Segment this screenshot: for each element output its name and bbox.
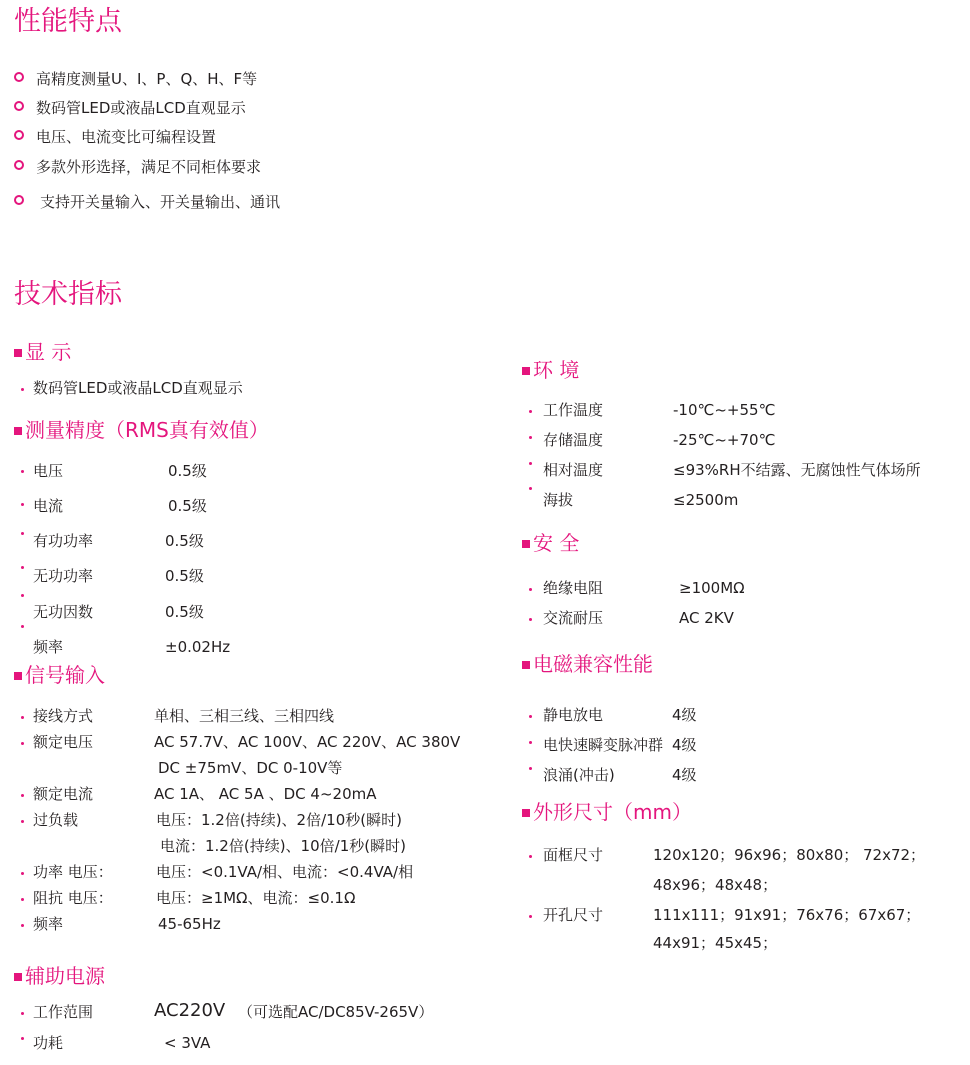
dot-bullet-icon [529, 915, 532, 918]
safety-label: 交流耐压 [543, 609, 604, 627]
dot-bullet-icon [21, 898, 24, 901]
dot-bullet-icon [21, 794, 24, 797]
signal-value: AC 57.7V、AC 100V、AC 220V、AC 380V [154, 733, 461, 751]
dot-bullet-icon [529, 715, 532, 718]
ring-bullet-icon [14, 130, 24, 140]
emc-heading: 电磁兼容性能 [522, 654, 653, 674]
signal-value: 电压：<0.1VA/相、电流：<0.4VA/相 [156, 863, 414, 881]
dimensions-value: 120x120；96x96；80x80； 72x72； [653, 846, 926, 864]
dot-bullet-icon [21, 388, 24, 391]
dot-bullet-icon [529, 436, 532, 439]
safety-value: AC 2KV [679, 609, 734, 627]
environment-value: ≤2500m [673, 491, 739, 509]
environment-label: 工作温度 [543, 401, 604, 419]
ring-bullet-icon [14, 160, 24, 170]
emc-label: 静电放电 [543, 706, 604, 724]
accuracy-label: 电压 [33, 462, 64, 480]
feature-item: 多款外形选择，满足不同柜体要求 [14, 160, 261, 175]
dot-bullet-icon [21, 566, 24, 569]
square-bullet-icon [522, 367, 530, 375]
dot-bullet-icon [21, 872, 24, 875]
dot-bullet-icon [529, 618, 532, 621]
dot-bullet-icon [21, 503, 24, 506]
dot-bullet-icon [529, 588, 532, 591]
dot-bullet-icon [21, 1037, 24, 1040]
signal-label: 阻抗 电压： [33, 889, 113, 907]
dot-bullet-icon [529, 741, 532, 744]
accuracy-label: 频率 [33, 638, 64, 656]
dimensions-heading: 外形尺寸（mm） [522, 802, 692, 822]
aux-power-value: < 3VA [164, 1034, 211, 1052]
dimensions-label: 面框尺寸 [543, 846, 604, 864]
dot-bullet-icon [529, 487, 532, 490]
square-bullet-icon [522, 809, 530, 817]
feature-item: 高精度测量U、I、P、Q、H、F等 [14, 72, 257, 87]
dot-bullet-icon [21, 470, 24, 473]
accuracy-value: 0.5级 [168, 497, 207, 515]
dimensions-value-line2: 44x91；45x45； [653, 934, 778, 952]
emc-value: 4级 [672, 706, 697, 724]
square-bullet-icon [14, 349, 22, 357]
accuracy-value: 0.5级 [165, 603, 204, 621]
signal-heading: 信号输入 [14, 665, 105, 685]
emc-label: 浪涌(冲击) [543, 766, 615, 784]
accuracy-value: 0.5级 [165, 567, 204, 585]
square-bullet-icon [14, 427, 22, 435]
signal-label: 额定电流 [33, 785, 94, 803]
signal-value: 单相、三相三线、三相四线 [154, 707, 335, 725]
square-bullet-icon [14, 973, 22, 981]
ring-bullet-icon [14, 195, 24, 205]
dot-bullet-icon [529, 410, 532, 413]
dot-bullet-icon [21, 625, 24, 628]
square-bullet-icon [522, 661, 530, 669]
ring-bullet-icon [14, 101, 24, 111]
signal-label: 接线方式 [33, 707, 94, 725]
safety-heading: 安 全 [522, 533, 579, 553]
environment-value: -10℃~+55℃ [673, 401, 776, 419]
environment-label: 相对温度 [543, 461, 604, 479]
signal-value: 45-65Hz [158, 915, 221, 933]
signal-label: 频率 [33, 915, 64, 933]
environment-value: ≤93%RH不结露、无腐蚀性气体场所 [673, 461, 921, 479]
emc-label: 电快速瞬变脉冲群 [543, 736, 664, 754]
safety-label: 绝缘电阻 [543, 579, 604, 597]
signal-value: 电压：1.2倍(持续)、2倍/10秒(瞬时) [156, 811, 402, 829]
dot-bullet-icon [21, 532, 24, 535]
accuracy-label: 电流 [33, 497, 64, 515]
signal-value: AC 1A、 AC 5A 、DC 4~20mA [154, 785, 377, 803]
dot-bullet-icon [21, 820, 24, 823]
feature-item: 电压、电流变比可编程设置 [14, 130, 216, 145]
safety-value: ≥100MΩ [679, 579, 745, 597]
specs-title: 技术指标 [14, 279, 122, 310]
accuracy-label: 无功功率 [33, 567, 94, 585]
square-bullet-icon [14, 672, 22, 680]
aux-power-label: 功耗 [33, 1034, 64, 1052]
features-title: 性能特点 [14, 6, 122, 37]
signal-label: 功率 电压： [33, 863, 113, 881]
dot-bullet-icon [21, 716, 24, 719]
dot-bullet-icon [21, 924, 24, 927]
dimensions-value-line2: 48x96；48x48； [653, 876, 778, 894]
dimensions-label: 开孔尺寸 [543, 906, 604, 924]
aux-power-heading: 辅助电源 [14, 966, 105, 986]
environment-label: 海拔 [543, 491, 574, 509]
accuracy-value: 0.5级 [168, 462, 207, 480]
square-bullet-icon [522, 540, 530, 548]
accuracy-label: 有功功率 [33, 532, 94, 550]
dot-bullet-icon [529, 462, 532, 465]
dot-bullet-icon [21, 1012, 24, 1015]
accuracy-heading: 测量精度（RMS真有效值） [14, 420, 269, 440]
dimensions-value: 111x111；91x91；76x76；67x67； [653, 906, 921, 924]
display-heading: 显 示 [14, 342, 71, 362]
accuracy-value: ±0.02Hz [165, 638, 231, 656]
accuracy-value: 0.5级 [165, 532, 204, 550]
dot-bullet-icon [529, 767, 532, 770]
environment-value: -25℃~+70℃ [673, 431, 776, 449]
signal-label: 额定电压 [33, 733, 94, 751]
aux-power-note: （可选配AC/DC85V-265V） [238, 1003, 434, 1021]
dot-bullet-icon [21, 594, 24, 597]
signal-value: 电压：≥1MΩ、电流：≤0.1Ω [156, 889, 356, 907]
aux-power-label: 工作范围 [33, 1003, 94, 1021]
ring-bullet-icon [14, 72, 24, 82]
feature-item: 数码管LED或液晶LCD直观显示 [14, 101, 246, 116]
display-text: 数码管LED或液晶LCD直观显示 [33, 379, 243, 397]
environment-heading: 环 境 [522, 360, 579, 380]
signal-label: 过负载 [33, 811, 79, 829]
emc-value: 4级 [672, 736, 697, 754]
accuracy-label: 无功因数 [33, 603, 94, 621]
signal-value-line2: 电流：1.2倍(持续)、10倍/1秒(瞬时) [160, 837, 406, 855]
emc-value: 4级 [672, 766, 697, 784]
environment-label: 存储温度 [543, 431, 604, 449]
dot-bullet-icon [21, 742, 24, 745]
dot-bullet-icon [529, 855, 532, 858]
feature-item: 支持开关量输入、开关量输出、通讯 [14, 195, 280, 210]
signal-value-line2: DC ±75mV、DC 0-10V等 [158, 759, 343, 777]
aux-power-value: AC220V [154, 1000, 226, 1021]
